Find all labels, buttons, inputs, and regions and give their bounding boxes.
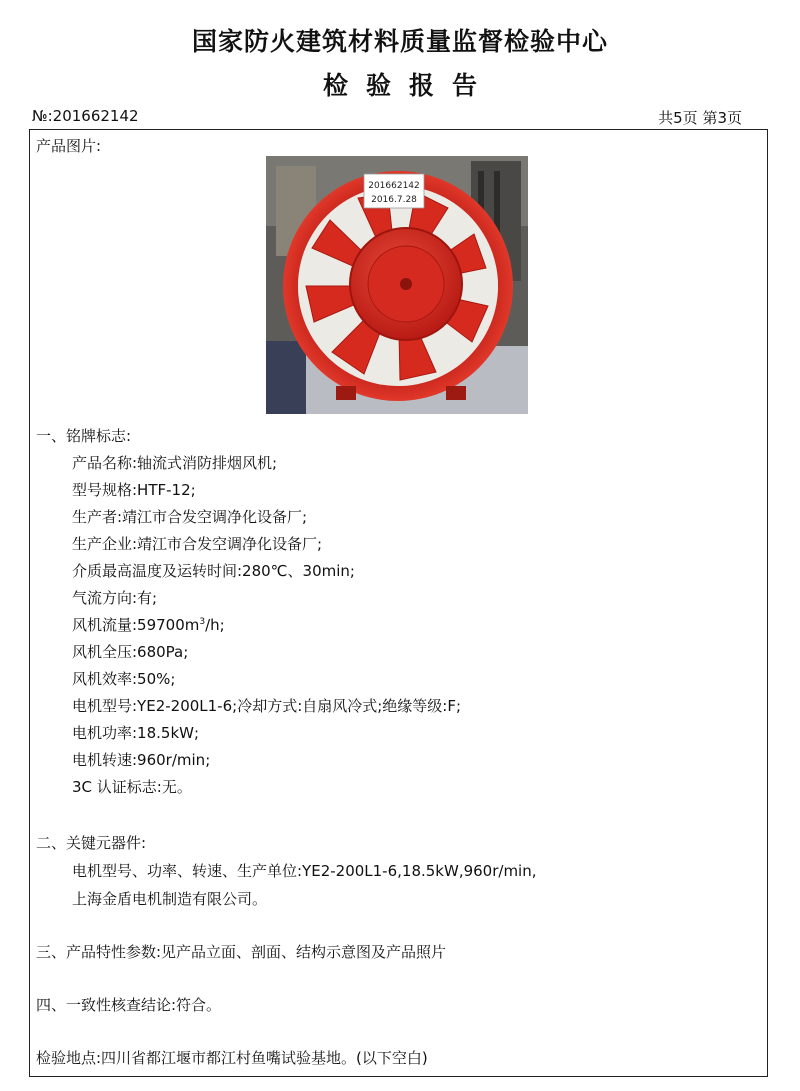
footer-location: 检验地点:四川省都江堰市都江村鱼嘴试验基地。(以下空白) bbox=[36, 1049, 428, 1067]
flow-suffix: /h; bbox=[205, 616, 225, 634]
report-title: 检验报告 bbox=[322, 71, 495, 100]
nameplate-item: 电机转速:960r/min; bbox=[72, 751, 211, 769]
report-number bbox=[32, 107, 139, 125]
product-photo bbox=[266, 156, 528, 414]
nameplate-item: 生产企业:靖江市合发空调净化设备厂; bbox=[72, 535, 323, 553]
section1-heading: 一、铭牌标志: bbox=[36, 427, 132, 445]
nameplate-item: 型号规格:HTF-12; bbox=[72, 481, 196, 499]
nameplate-item: 3C 认证标志:无。 bbox=[72, 778, 192, 796]
report-meta-row bbox=[32, 107, 742, 129]
nameplate-item: 风机效率:50%; bbox=[72, 670, 176, 688]
section2-line2: 上海金盾电机制造有限公司。 bbox=[72, 890, 268, 908]
photo-tag-line1: 201662142 bbox=[368, 181, 420, 191]
report-number-value: 201662142 bbox=[52, 107, 139, 125]
page-info: 共5页 第3页 bbox=[658, 109, 742, 127]
flow-text: 风机流量:59700m bbox=[72, 616, 200, 634]
org-title: 国家防火建筑材料质量监督检验中心 bbox=[191, 27, 608, 56]
nameplate-item: 气流方向:有; bbox=[72, 589, 158, 607]
nameplate-item: 电机功率:18.5kW; bbox=[72, 724, 200, 742]
nameplate-item: 生产者:靖江市合发空调净化设备厂; bbox=[72, 508, 308, 526]
section4-text: 四、一致性核查结论:符合。 bbox=[36, 996, 222, 1014]
section2-heading: 二、关键元器件: bbox=[36, 834, 147, 852]
nameplate-item: 产品名称:轴流式消防排烟风机; bbox=[72, 454, 278, 472]
photo-tag-line2: 2016.7.28 bbox=[371, 195, 417, 205]
nameplate-item-flow bbox=[72, 614, 225, 635]
nameplate-item: 风机全压:680Pa; bbox=[72, 643, 189, 661]
section3-text: 三、产品特性参数:见产品立面、剖面、结构示意图及产品照片 bbox=[36, 943, 447, 961]
flow-sup: 3 bbox=[199, 617, 206, 627]
nameplate-item: 介质最高温度及运转时间:280℃、30min; bbox=[72, 562, 355, 580]
photo-label: 产品图片: bbox=[36, 137, 102, 155]
report-number-label: №: bbox=[32, 107, 53, 125]
fan-illustration bbox=[266, 156, 528, 414]
section2-line1: 电机型号、功率、转速、生产单位:YE2-200L1-6,18.5kW,960r/min, bbox=[72, 862, 537, 880]
nameplate-item: 电机型号:YE2-200L1-6;冷却方式:自扇风冷式;绝缘等级:F; bbox=[72, 697, 462, 715]
